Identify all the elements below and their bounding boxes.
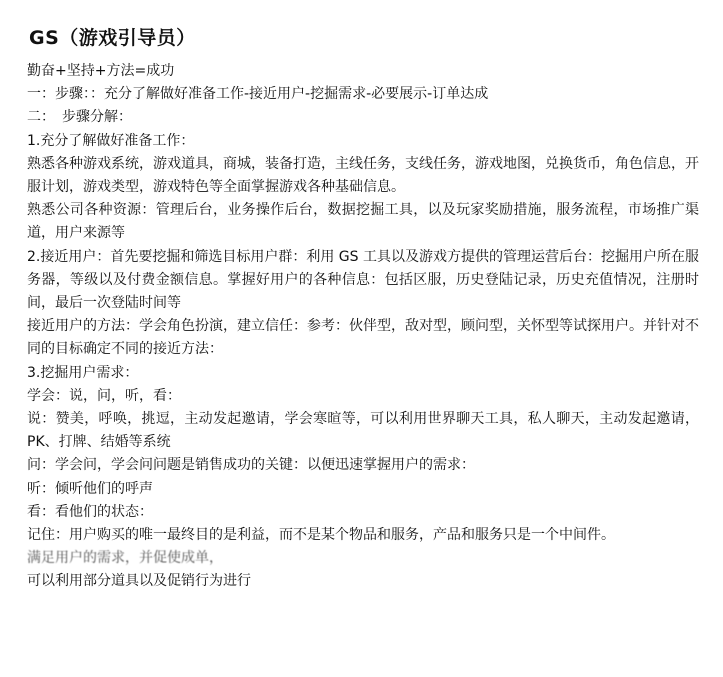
paragraph: 熟悉公司各种资源：管理后台，业务操作后台，数据挖掘工具，以及玩家奖励措施，服务流程，市场推广渠道，用户来源等 — [27, 202, 699, 242]
text-line: 听：倾听他们的呼声 — [27, 480, 153, 497]
paragraph: 2.接近用户：首先要挖掘和筛选目标用户群：利用 GS 工具以及游戏方提供的管理运营后台：挖掘用户所在服务器，等级以及付费金额信息。掌握好用户的各种信息：包括区服，历史登陆记录，历史充值情况，注册时间，最后一次登陆时间等 — [27, 248, 699, 312]
text-line: 勤奋+坚持+方法=成功 — [27, 63, 175, 79]
text-line: 一：步骤：：充分了解做好准备工作-接近用户-挖掘需求-必要展示-订单达成 — [27, 86, 489, 103]
text-line: 二： 步骤分解： — [27, 109, 132, 126]
text-line: 问：学会问，学会问问题是销售成功的关键：以便迅速掌握用户的需求： — [27, 457, 475, 474]
text-line: 可以利用部分道具以及促销行为进行 — [27, 573, 251, 590]
paragraph: 记住：用户购买的唯一最终目的是利益，而不是某个物品和服务，产品和服务只是一个中间件。 — [27, 527, 615, 544]
paragraph: 接近用户的方法：学会角色扮演，建立信任：参考：伙伴型，敌对型，顾问型，关怀型等试探用户。并针对不同的目标确定不同的接近方法： — [27, 318, 699, 358]
section-heading: 3.挖掘用户需求： — [27, 364, 139, 381]
paragraph: 说：赞美，呼唤，挑逗，主动发起邀请，学会寒暄等，可以利用世界聊天工具，私人聊天，主动发起邀请，PK、打牌、结婚等系统 — [27, 411, 699, 451]
document-title: GS（游戏引导员） — [29, 27, 196, 49]
text-line: 满足用户的需求，并促使成单， — [27, 550, 223, 567]
text-line: 看：看他们的状态： — [27, 503, 153, 520]
paragraph: 熟悉各种游戏系统，游戏道具，商城，装备打造，主线任务，支线任务，游戏地图，兑换货币，角色信息，开服计划，游戏类型，游戏特色等全面掌握游戏各种基础信息。 — [27, 155, 699, 196]
document — [27, 24, 699, 594]
section-heading: 1.充分了解做好准备工作： — [27, 132, 195, 149]
text-line: 学会：说，问，听，看： — [27, 387, 181, 404]
